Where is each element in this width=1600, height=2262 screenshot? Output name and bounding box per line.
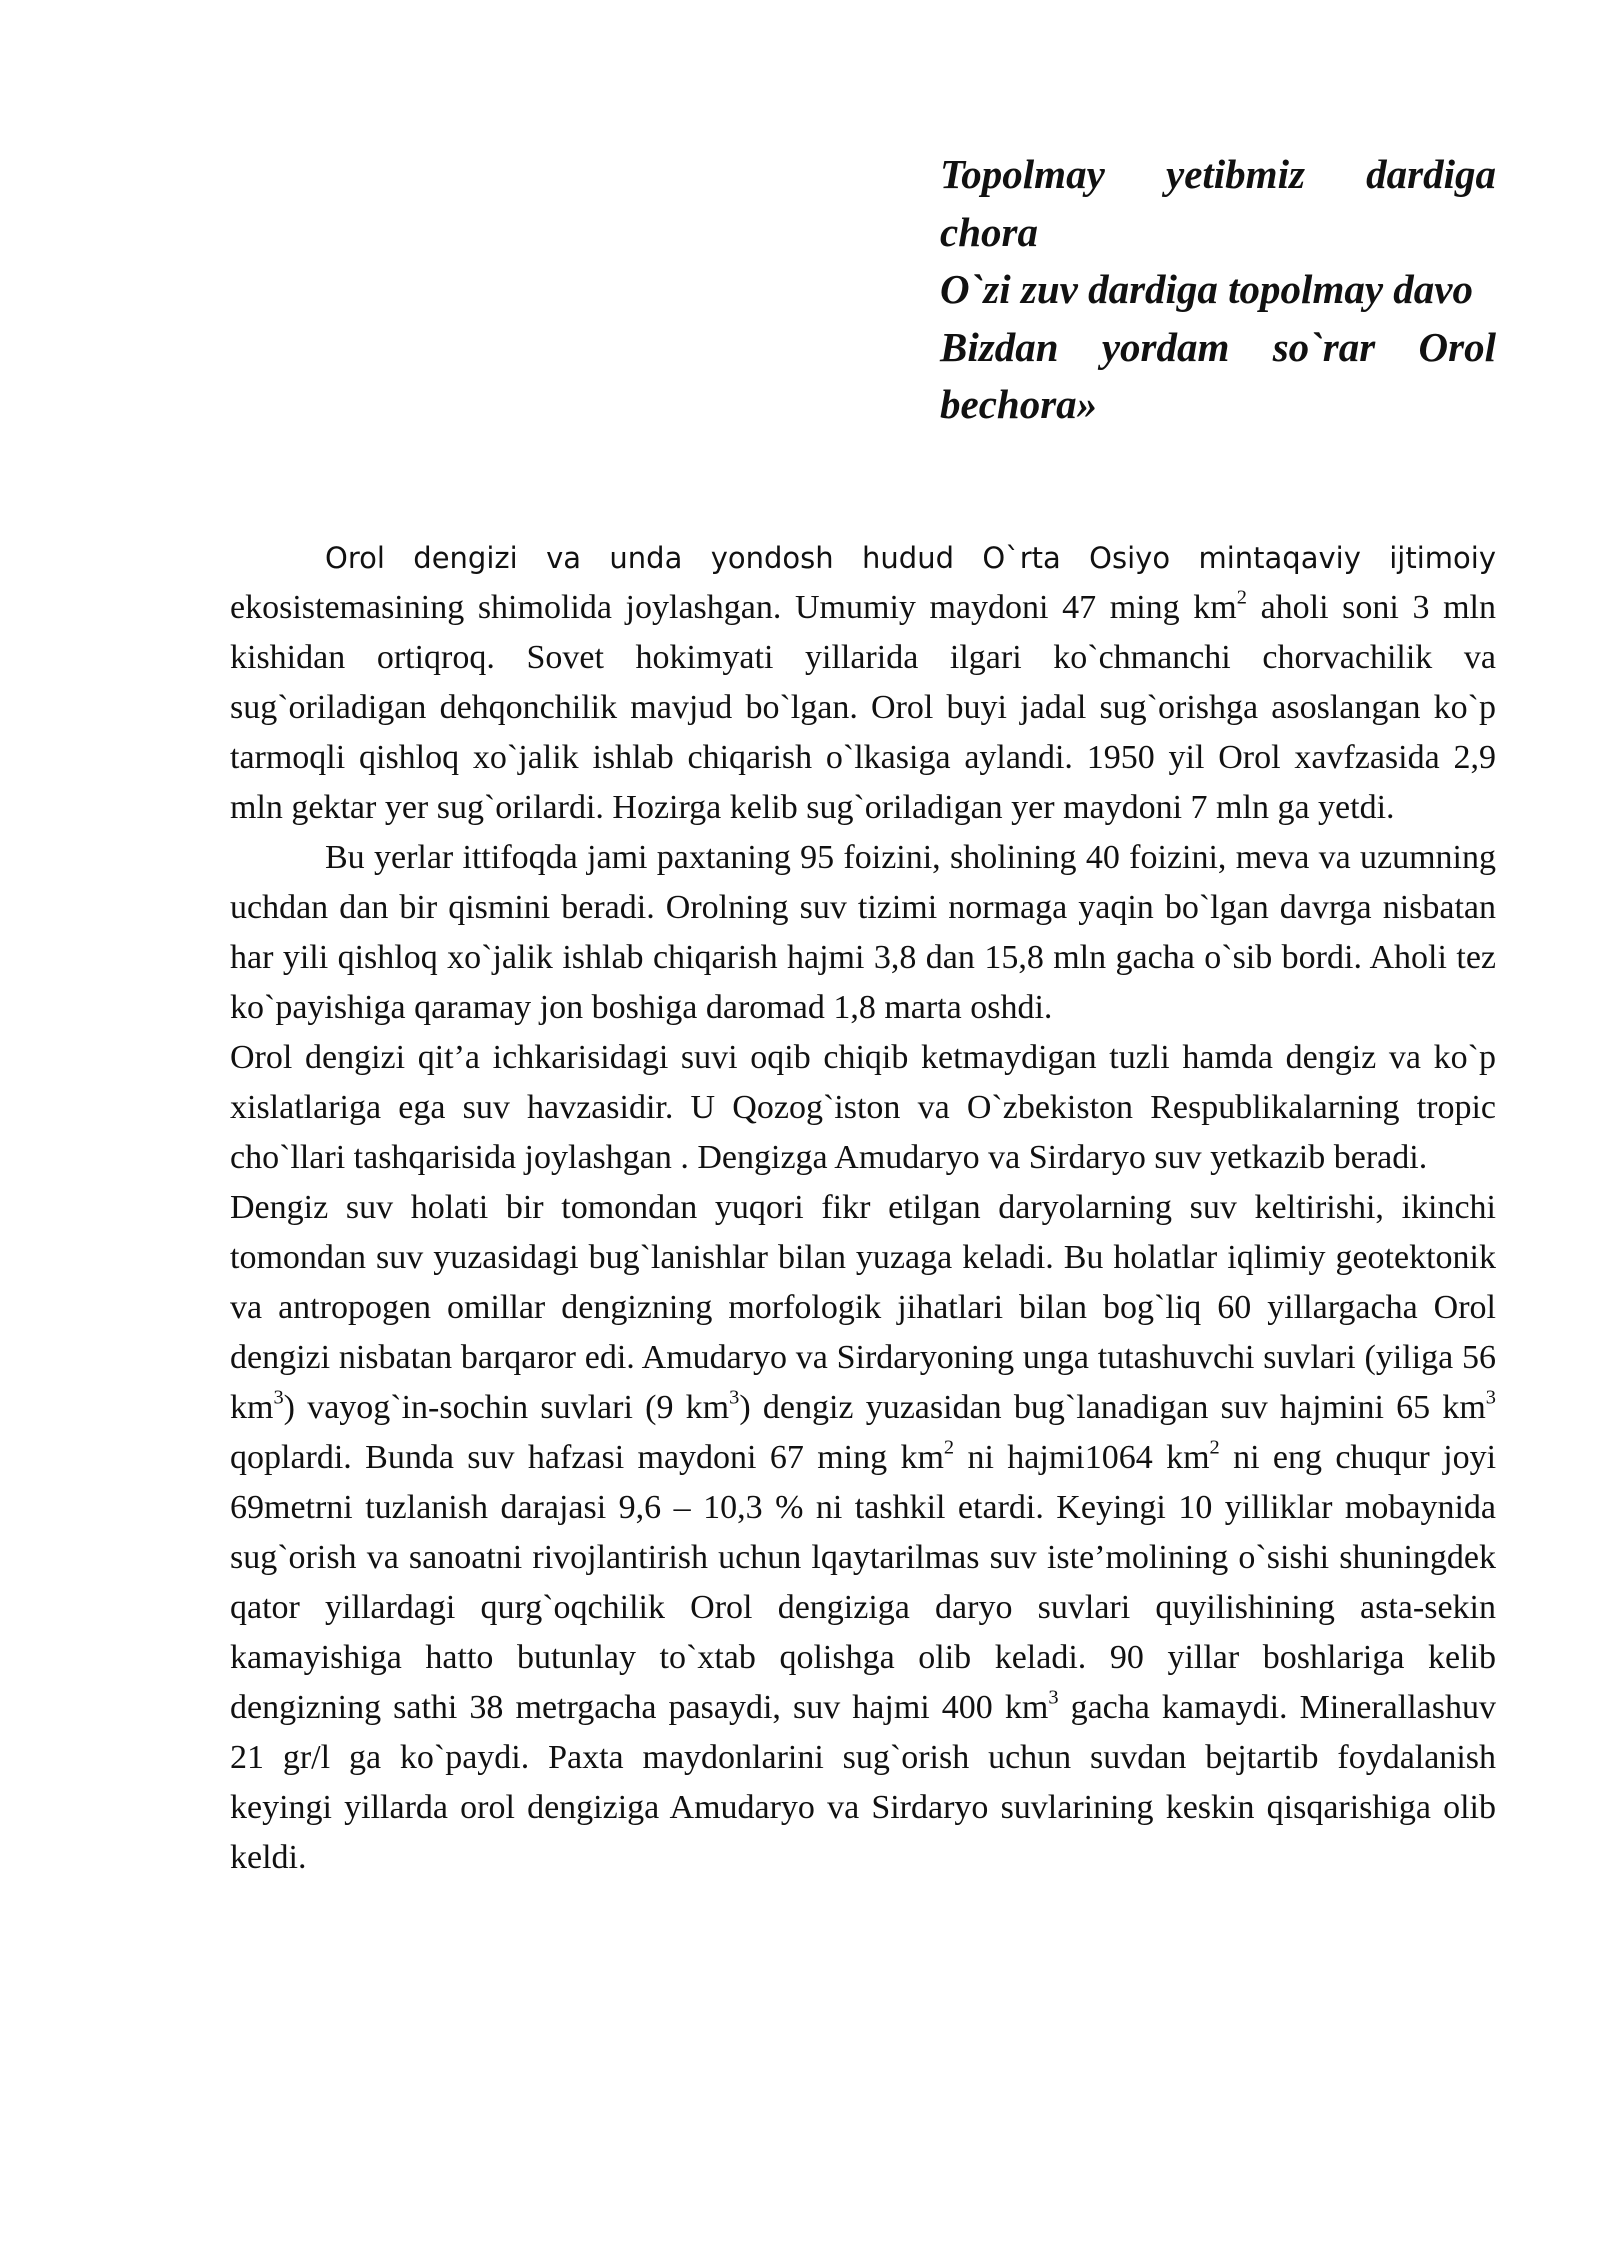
paragraph-4 xyxy=(230,1183,1496,1883)
paragraph-2: Bu yerlar ittifoqda jami paxtaning 95 foizini, sholining 40 foizini, meva va uzumning uchdan dan bir qismini beradi. Orolning suv tizimi normaga yaqin bo`lgan davrga nisbatan har yili qishloq xo`jalik ishlab chiqarish hajmi 3,8 dan 15,8 mln gacha o`sib bordi. Aholi tez ko`payishiga qaramay jon boshiga daromad 1,8 marta oshdi. xyxy=(230,839,1496,1026)
superscript: 3 xyxy=(1048,1686,1059,1709)
poem-line-1: Topolmay yetibmiz dardiga chora xyxy=(940,151,1496,255)
superscript: 2 xyxy=(1209,1436,1220,1459)
paragraph-1-text-a: Orol dengizi va unda yondosh hudud O`rta Osiyo mintaqaviy ijtimoiy ekosistemasining shimolida joylashgan. Umumiy maydoni 47 ming km xyxy=(230,541,1496,626)
paragraph-4-text-g: gacha kamaydi. Minerallashuv 21 gr/l ga ko`paydi. Paxta maydonlarini sug`orish uchun suvdan bejtartib foydalanish keyingi yillarda orol dengiziga Amudaryo va Sirdaryo suvlarining keskin qisqarishiga olib keldi. xyxy=(230,1689,1496,1876)
superscript: 3 xyxy=(1485,1386,1496,1409)
poem-line-2: O`zi zuv dardiga topolmay davo xyxy=(940,266,1473,312)
superscript: 2 xyxy=(1236,586,1247,609)
paragraph-1-text-b: aholi soni 3 mln kishidan ortiqroq. Sovet hokimyati yillarida ilgari ko`chmanchi chorvachilik va sug`oriladigan dehqonchilik mavjud bo`lgan. Orol buyi jadal sug`orishga asoslangan ko`p tarmoqli qishloq xo`jalik ishlab chiqarish o`lkasiga aylandi. 1950 yil Orol xavfzasida 2,9 mln gektar yer sug`orilardi. Hozirga kelib sug`oriladigan yer maydoni 7 mln ga yetdi. xyxy=(230,589,1497,826)
paragraph-3: Orol dengizi qit’a ichkarisidagi suvi oqib chiqib ketmaydigan tuzli hamda dengiz va ko`p xislatlariga ega suv havzasidir. U Qozog`iston va O`zbekiston Respublikalarning tropic cho`llari tashqarisida joylashgan . Dengizga Amudaryo va Sirdaryo suv yetkazib beradi. xyxy=(230,1039,1496,1176)
paragraph-4-text-b: ) vayog`in-sochin suvlari (9 km xyxy=(283,1389,730,1426)
superscript: 3 xyxy=(273,1386,284,1409)
body-text xyxy=(230,533,1496,1883)
paragraph-4-text-d: qoplardi. Bunda suv hafzasi maydoni 67 ming km xyxy=(230,1439,944,1476)
poem-line-3: Bizdan yordam so`rar Orol bechora» xyxy=(940,323,1496,427)
paragraph-4-text-c: ) dengiz yuzasidan bug`lanadigan suv hajmini 65 km xyxy=(739,1389,1486,1426)
paragraph-1 xyxy=(230,533,1496,833)
poem-epigraph xyxy=(940,146,1496,434)
superscript: 2 xyxy=(943,1436,955,1459)
paragraph-4-text-a: Dengiz suv holati bir tomondan yuqori fikr etilgan daryolarning suv keltirishi, ikinchi tomondan suv yuzasidagi bug`lanishlar bilan yuzaga keladi. Bu holatlar iqlimiy geotektonik va antropogen omillar dengizning morfologik jihatlari bilan bog`liq 60 yillargacha Orol dengizi nisbatan barqaror edi. Amudaryo va Sirdaryoning unga tutashuvchi suvlari (yiliga 56 km xyxy=(230,1189,1496,1426)
paragraph-4-text-f: ni eng chuqur joyi 69metrni tuzlanish darajasi 9,6 – 10,3 % ni tashkil etardi. Keyingi 10 yilliklar mobaynida sug`orish va sanoatni rivojlantirish uchun lqaytarilmas suv iste’molining o`sishi shuningdek qator yillardagi qurg`oqchilik Orol dengiziga daryo suvlari quyilishining asta-sekin kamayishiga hatto butunlay to`xtab qolishga olib keladi. 90 yillar boshlariga kelib dengizning sathi 38 metrgacha pasaydi, suv hajmi 400 km xyxy=(230,1439,1497,1726)
paragraph-4-text-e: ni hajmi1064 km xyxy=(954,1439,1210,1476)
superscript: 3 xyxy=(729,1386,740,1409)
